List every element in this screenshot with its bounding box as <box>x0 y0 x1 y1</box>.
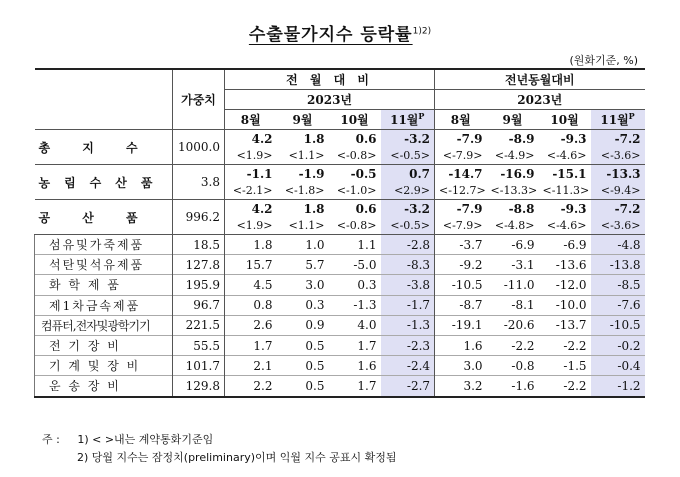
yoy-value: -0.8 <box>487 356 539 376</box>
sub-item-row <box>35 356 645 376</box>
yoy-month-header: 8월 <box>435 110 487 130</box>
mom-value: 2.2 <box>225 376 277 397</box>
yoy-value: -12.0 <box>539 275 591 295</box>
footnote-1-text: 1) < >내는 계약통화기준임 <box>77 433 214 446</box>
weight-value: 127.8 <box>173 255 225 275</box>
yoy-value: -8.8 <box>487 200 539 218</box>
mom-value: 15.7 <box>225 255 277 275</box>
row-label: 공 산 품 <box>35 200 173 235</box>
weight-value: 996.2 <box>173 200 225 235</box>
export-price-table <box>34 68 645 398</box>
mom-contract-value: <1.1> <box>277 147 329 165</box>
mom-contract-value: <1.9> <box>225 217 277 235</box>
yoy-value: -13.3 <box>591 165 645 183</box>
mom-contract-value: <-0.5> <box>381 217 435 235</box>
yoy-value: 3.0 <box>435 356 487 376</box>
weight-header: 가중치 <box>173 69 225 130</box>
major-row <box>35 130 645 148</box>
yoy-contract-value: <-12.7> <box>435 182 487 200</box>
yoy-contract-value: <-4.6> <box>539 217 591 235</box>
yoy-value: -7.9 <box>435 200 487 218</box>
yoy-contract-value: <-13.3> <box>487 182 539 200</box>
footnote-prefix: 주 : <box>42 433 60 446</box>
footnote-2-text: 2) 당월 지수는 잠정치(preliminary)이며 익월 지수 공표시 확정됨 <box>77 451 397 464</box>
weight-value: 221.5 <box>173 315 225 335</box>
preliminary-mark: P <box>628 111 635 121</box>
mom-contract-value: <2.9> <box>381 182 435 200</box>
yoy-value: -7.6 <box>591 295 645 315</box>
title-footnote-mark: 1)2) <box>412 26 432 37</box>
yoy-contract-value: <-9.4> <box>591 182 645 200</box>
yoy-value: -9.2 <box>435 255 487 275</box>
mom-month-header: 8월 <box>225 110 277 130</box>
yoy-value: -2.2 <box>539 335 591 355</box>
mom-value: -8.3 <box>381 255 435 275</box>
yoy-value: -0.4 <box>591 356 645 376</box>
yoy-contract-value: <-11.3> <box>539 182 591 200</box>
row-label: 운 송 장 비 <box>35 376 173 397</box>
mom-value: 0.6 <box>329 200 381 218</box>
corner-cell <box>35 69 173 90</box>
yoy-value: -13.8 <box>591 255 645 275</box>
mom-value: 1.8 <box>225 235 277 255</box>
yoy-value: -3.7 <box>435 235 487 255</box>
row-label: 총 지 수 <box>35 130 173 165</box>
row-label: 석탄및석유제품 <box>35 255 173 275</box>
yoy-value: -9.3 <box>539 200 591 218</box>
row-label: 컴퓨터,전자및광학기기 <box>35 315 173 335</box>
yoy-value: -4.8 <box>591 235 645 255</box>
sub-item-row <box>35 255 645 275</box>
corner-cell-2 <box>35 90 173 110</box>
mom-contract-value: <-1.0> <box>329 182 381 200</box>
sub-item-row <box>35 315 645 335</box>
yoy-value: -10.0 <box>539 295 591 315</box>
yoy-value: -10.5 <box>591 315 645 335</box>
mom-value: -3.8 <box>381 275 435 295</box>
yoy-value: -7.9 <box>435 130 487 148</box>
footnote-2 <box>77 449 397 465</box>
unit-label: (원화기준, %) <box>569 54 638 67</box>
yoy-value: -13.7 <box>539 315 591 335</box>
mom-value: -1.1 <box>225 165 277 183</box>
weight-value: 129.8 <box>173 376 225 397</box>
yoy-value: -8.7 <box>435 295 487 315</box>
row-label: 기 계 및 장 비 <box>35 356 173 376</box>
mom-group-header: 전 월 대 비 <box>225 69 435 90</box>
yoy-value: -19.1 <box>435 315 487 335</box>
yoy-contract-value: <-4.6> <box>539 147 591 165</box>
mom-month-header: 11월$^P$ <box>381 110 435 130</box>
major-row <box>35 165 645 183</box>
mom-value: 2.6 <box>225 315 277 335</box>
mom-contract-value: <-0.8> <box>329 217 381 235</box>
weight-value: 1000.0 <box>173 130 225 165</box>
mom-value: 4.0 <box>329 315 381 335</box>
mom-value: 0.3 <box>329 275 381 295</box>
mom-month-header: 9월 <box>277 110 329 130</box>
yoy-value: -20.6 <box>487 315 539 335</box>
sub-item-row <box>35 335 645 355</box>
yoy-group-header: 전년동월대비 <box>435 69 645 90</box>
yoy-value: -10.5 <box>435 275 487 295</box>
mom-value: 0.5 <box>277 356 329 376</box>
mom-value: 0.9 <box>277 315 329 335</box>
mom-value: 1.6 <box>329 356 381 376</box>
weight-value: 55.5 <box>173 335 225 355</box>
yoy-value: -11.0 <box>487 275 539 295</box>
yoy-value: -6.9 <box>487 235 539 255</box>
mom-value: 1.7 <box>329 376 381 397</box>
mom-contract-value: <-2.1> <box>225 182 277 200</box>
mom-value: -1.3 <box>381 315 435 335</box>
yoy-value: -13.6 <box>539 255 591 275</box>
row-label: 화 학 제 품 <box>35 275 173 295</box>
yoy-value: -8.5 <box>591 275 645 295</box>
yoy-value: -0.2 <box>591 335 645 355</box>
mom-value: 5.7 <box>277 255 329 275</box>
mom-value: 1.8 <box>277 130 329 148</box>
mom-value: 0.8 <box>225 295 277 315</box>
yoy-month-header: 9월 <box>487 110 539 130</box>
yoy-month-header: 10월 <box>539 110 591 130</box>
weight-value: 101.7 <box>173 356 225 376</box>
mom-contract-value: <-1.8> <box>277 182 329 200</box>
mom-value: 1.7 <box>329 335 381 355</box>
sub-item-row <box>35 295 645 315</box>
yoy-value: -2.2 <box>539 376 591 397</box>
yoy-year-header: 2023년 <box>435 90 645 110</box>
mom-value: 0.5 <box>277 376 329 397</box>
sub-item-row <box>35 235 645 255</box>
weight-value: 96.7 <box>173 295 225 315</box>
row-label: 제1차금속제품 <box>35 295 173 315</box>
mom-value: -1.3 <box>329 295 381 315</box>
mom-value: -2.3 <box>381 335 435 355</box>
mom-value: -1.7 <box>381 295 435 315</box>
mom-value: -0.5 <box>329 165 381 183</box>
mom-contract-value: <1.9> <box>225 147 277 165</box>
yoy-contract-value: <-3.6> <box>591 147 645 165</box>
mom-value: -1.9 <box>277 165 329 183</box>
mom-value: 4.2 <box>225 130 277 148</box>
mom-value: -2.7 <box>381 376 435 397</box>
yoy-value: -7.2 <box>591 130 645 148</box>
mom-value: 0.6 <box>329 130 381 148</box>
yoy-value: -16.9 <box>487 165 539 183</box>
yoy-contract-value: <-4.9> <box>487 147 539 165</box>
yoy-value: -1.5 <box>539 356 591 376</box>
yoy-month-header: 11월$^P$ <box>591 110 645 130</box>
row-label: 전 기 장 비 <box>35 335 173 355</box>
yoy-contract-value: <-7.9> <box>435 217 487 235</box>
mom-value: -3.2 <box>381 200 435 218</box>
preliminary-mark: P <box>418 111 425 121</box>
mom-value: 1.1 <box>329 235 381 255</box>
mom-value: 4.5 <box>225 275 277 295</box>
weight-value: 3.8 <box>173 165 225 200</box>
yoy-contract-value: <-4.8> <box>487 217 539 235</box>
mom-value: 4.2 <box>225 200 277 218</box>
mom-value: -5.0 <box>329 255 381 275</box>
sub-item-row <box>35 275 645 295</box>
yoy-value: -6.9 <box>539 235 591 255</box>
weight-value: 195.9 <box>173 275 225 295</box>
table-title <box>0 20 680 45</box>
mom-value: 2.1 <box>225 356 277 376</box>
mom-month-header: 10월 <box>329 110 381 130</box>
yoy-value: 1.6 <box>435 335 487 355</box>
title-text: 수출물가지수 등락률 <box>248 25 413 45</box>
mom-contract-value: <-0.5> <box>381 147 435 165</box>
mom-value: 1.7 <box>225 335 277 355</box>
mom-value: 0.7 <box>381 165 435 183</box>
major-row <box>35 200 645 218</box>
mom-value: 0.5 <box>277 335 329 355</box>
sub-item-row <box>35 376 645 397</box>
mom-contract-value: <-0.8> <box>329 147 381 165</box>
yoy-value: -1.2 <box>591 376 645 397</box>
mom-value: -3.2 <box>381 130 435 148</box>
row-label: 섬유및가죽제품 <box>35 235 173 255</box>
yoy-contract-value: <-3.6> <box>591 217 645 235</box>
mom-value: -2.4 <box>381 356 435 376</box>
row-label: 농림수산품 <box>35 165 173 200</box>
yoy-value: -3.1 <box>487 255 539 275</box>
footnote-1 <box>42 431 213 447</box>
mom-value: 0.3 <box>277 295 329 315</box>
yoy-value: -7.2 <box>591 200 645 218</box>
yoy-value: -9.3 <box>539 130 591 148</box>
corner-cell-3 <box>35 110 173 130</box>
yoy-contract-value: <-7.9> <box>435 147 487 165</box>
mom-year-header: 2023년 <box>225 90 435 110</box>
yoy-value: -1.6 <box>487 376 539 397</box>
mom-value: 1.0 <box>277 235 329 255</box>
yoy-value: -15.1 <box>539 165 591 183</box>
mom-value: -2.8 <box>381 235 435 255</box>
yoy-value: 3.2 <box>435 376 487 397</box>
yoy-value: -8.9 <box>487 130 539 148</box>
weight-value: 18.5 <box>173 235 225 255</box>
yoy-value: -2.2 <box>487 335 539 355</box>
yoy-value: -14.7 <box>435 165 487 183</box>
mom-value: 3.0 <box>277 275 329 295</box>
yoy-value: -8.1 <box>487 295 539 315</box>
mom-contract-value: <1.1> <box>277 217 329 235</box>
mom-value: 1.8 <box>277 200 329 218</box>
